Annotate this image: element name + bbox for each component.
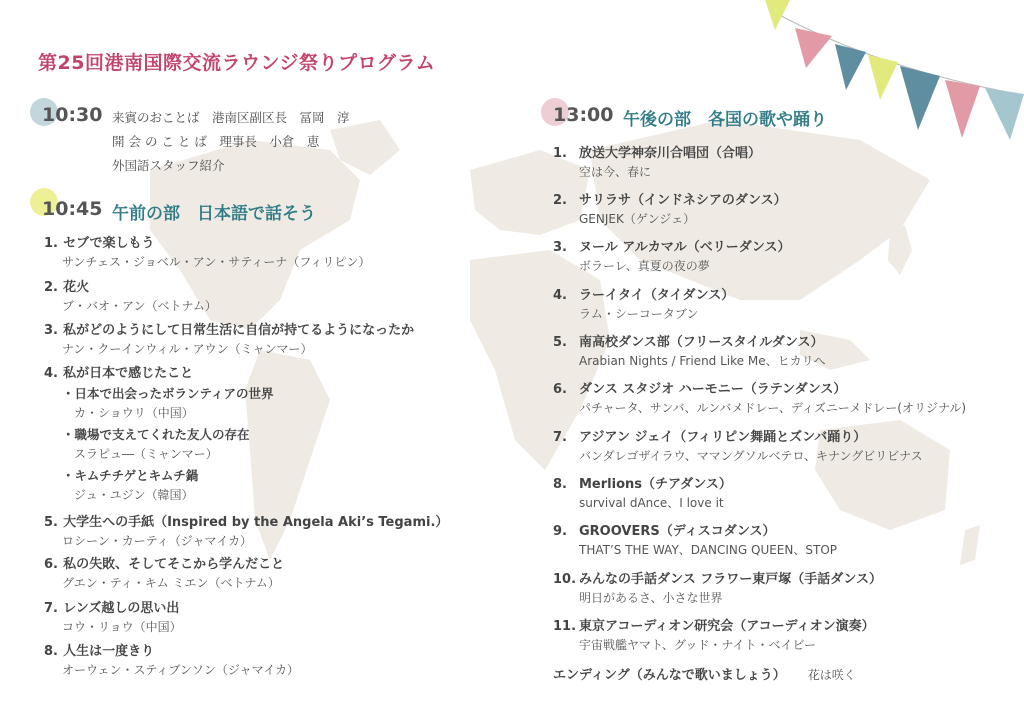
morning-time: 10:45 [42,198,103,220]
opening-line: 外国語スタッフ紹介 [112,158,225,173]
program-item: 2. 花火 ブ・バオ・アン（ベトナム） [44,280,217,313]
page-title: 第25回港南国際交流ラウンジ祭りプログラム [38,52,436,74]
opening-line: 来賓のおことば 港南区副区長 冨岡 淳 [112,110,350,125]
program-item: 6. 私の失敗、そしてそこから学んだこと グエン・ティ・キム ミエン（ベトナム） [44,557,285,590]
morning-section-title: 午前の部 日本語で話そう [112,204,316,224]
program-item: 10. みんなの手話ダンス フラワー東戸塚（手話ダンス） 明日があるさ、小さな世界 [553,572,883,605]
bunting-flags [0,0,1024,150]
program-item: 5. 大学生への手紙（Inspired by the Angela Aki’s Tegami.） ロシーン・カーティ（ジャマイカ） [44,515,449,548]
program-subitem: ・職場で支えてくれた友人の存在 スラピュ―（ミャンマー） [62,427,250,461]
program-item: 3. ヌール アルカマル（ベリーダンス） ボラーレ、真夏の夜の夢 [553,240,791,273]
program-item: 5. 南高校ダンス部（フリースタイルダンス） Arabian Nights / Friend Like Me、ヒカリへ [553,335,826,368]
program-item: 1. セブで楽しもう サンチェス・ジョベル・アン・サティーナ（フィリピン） [44,236,371,269]
program-item: 11. 東京アコーディオン研究会（アコーディオン演奏） 宇宙戦艦ヤマト、グッド・ナイト・ベイビー [553,619,875,652]
afternoon-time: 13:00 [553,104,614,126]
ending-item [553,664,856,683]
ending-song: 花は咲く [807,668,856,682]
afternoon-section-title: 午後の部 各国の歌や踊り [623,110,827,130]
opening-time: 10:30 [42,104,103,126]
program-item: 8. Merlions（チアダンス） survival dAnce、I love it [553,477,732,510]
program-item: 6. ダンス スタジオ ハーモニー（ラテンダンス） パチャータ、サンバ、ルンバメドレー、ディズニーメドレー(オリジナル) [553,382,967,415]
program-item: 8. 人生は一度きり オーウェン・スティブンソン（ジャマイカ） [44,644,300,677]
program-item: 3. 私がどのようにして日常生活に自信が持てるようになったか ナン・クーインウィル・アウン（ミャンマー） [44,323,415,356]
program-item: 4. 私が日本で感じたこと [44,366,194,381]
program-item: 9. GROOVERS（ディスコダンス） THAT’S THE WAY、DANCING QUEEN、STOP [553,524,837,557]
program-item: 7. アジアン ジェイ（フィリピン舞踊とズンバ踊り） バンダレゴザイラウ、ママングソルベテロ、キナングビリビナス [553,430,923,463]
program-item: 4. ラーイタイ（タイダンス） ラム・シーコータブン [553,288,735,321]
opening-line: 開 会 の こ と ば 理事長 小倉 恵 [112,134,320,149]
program-item: 7. レンズ越しの思い出 コウ・リョウ（中国） [44,601,182,634]
program-subitem: ・キムチチゲとキムチ鍋 ジュ・ユジン（韓国） [62,468,199,502]
ending-title: エンディング（みんなで歌いましょう） [553,668,786,683]
program-subitem: ・日本で出会ったボランティアの世界 カ・ショウリ（中国） [62,386,274,420]
program-item: 2. サリラサ（インドネシアのダンス） GENJEK（ゲンジェ） [553,193,787,226]
program-item: 1. 放送大学神奈川合唱団（合唱） 空は今、春に [553,146,762,179]
